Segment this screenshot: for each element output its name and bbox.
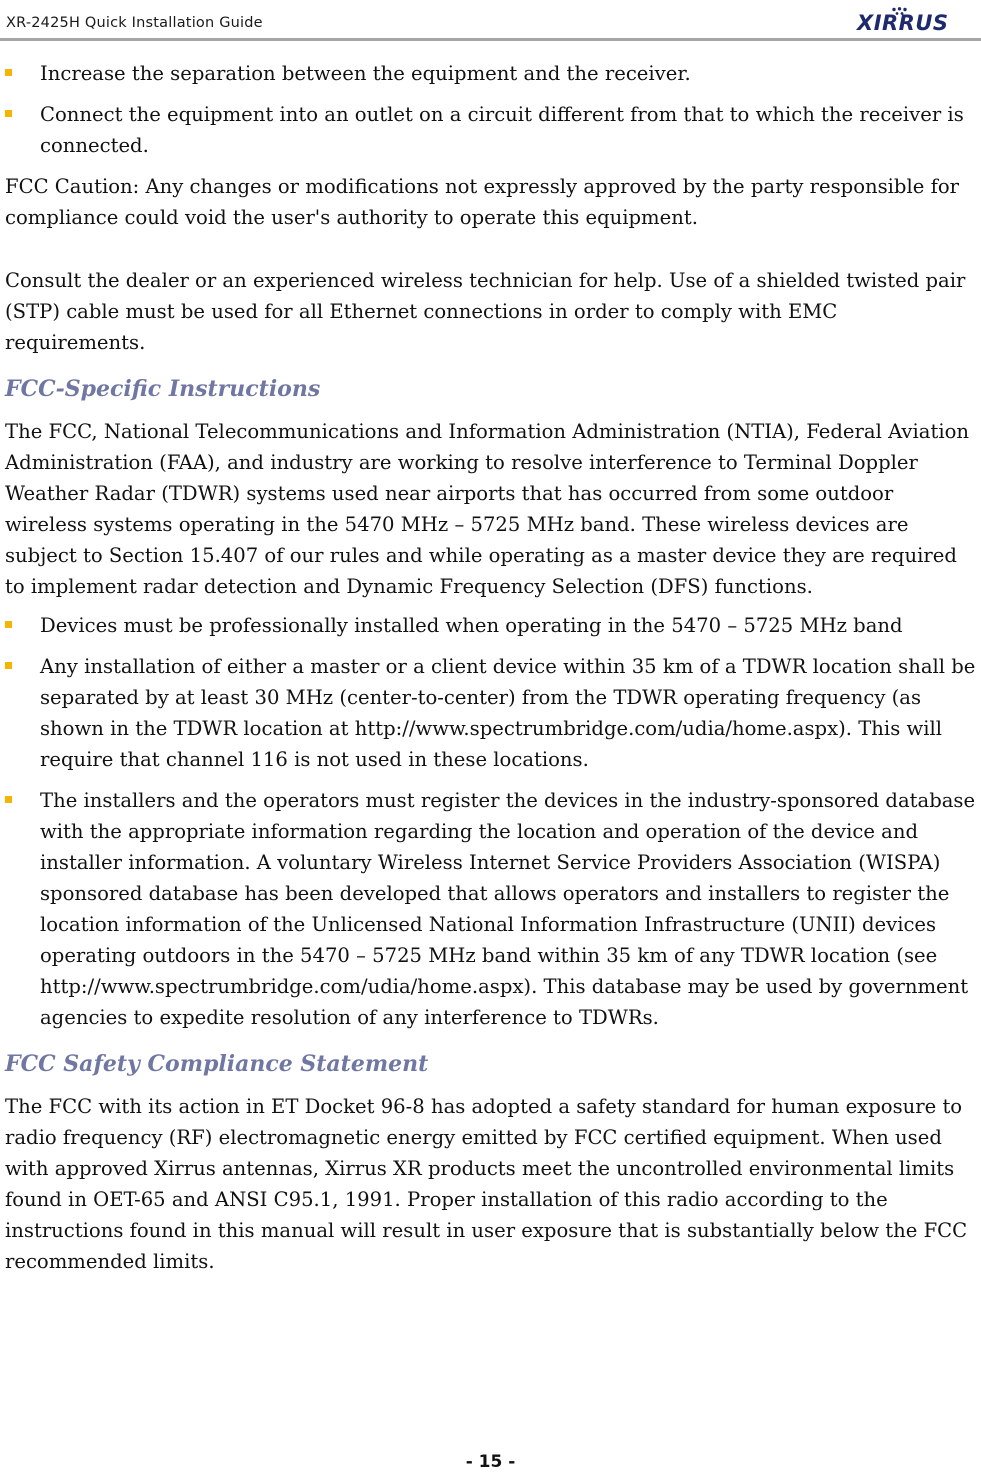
logo-wordmark: XIRRUS: [857, 11, 949, 32]
fcc-caution-paragraph: FCC Caution: Any changes or modifications not expressly approved by the party responsible for compliance could void the user's authority to operate this equipment.: [5, 175, 959, 229]
fcc-safety-paragraph: The FCC with its action in ET Docket 96-8 has adopted a safety standard for human exposure to radio frequency (RF) electromagnetic energy emitted by FCC certified equipment. When used with approved Xirrus antennas, Xirrus XR products meet the uncontrolled environmental limits found in OET-65 and ANSI C95.1, 1991. Proper installation of this radio according to the instructions found in this manual will result in user exposure that is substantially below the FCC recommended limits.: [5, 1095, 968, 1273]
page-content: [5, 58, 977, 1287]
bullet-square-icon: [5, 796, 12, 803]
list-item: [5, 58, 977, 89]
bullet-square-icon: [5, 662, 12, 669]
list-item-text: The installers and the operators must register the devices in the industry-sponsored database with the appropriate information regarding the location and operation of the device and installer information. A voluntary Wireless Internet Service Providers Association (WISPA) sponsored database has been developed that allows operators and installers to register the location information of the Unlicensed National Information Infrastructure (UNII) devices operating outdoors in the 5470 – 5725 MHz band within 35 km of any TDWR location (see http://www.spectrumbridge.com/udia/home.aspx). This database may be used by government agencies to expedite resolution of any interference to TDWRs.: [40, 789, 976, 1029]
bullet-square-icon: [5, 110, 12, 117]
list-item: [5, 610, 977, 641]
list-item-text: Increase the separation between the equipment and the receiver.: [40, 62, 691, 85]
list-item: [5, 651, 977, 775]
page-number: - 15 -: [465, 1452, 516, 1472]
header-divider: [0, 38, 981, 41]
xirrus-logo: [855, 6, 977, 32]
bullet-square-icon: [5, 621, 12, 628]
section-heading-fcc-specific: FCC-Specific Instructions: [5, 376, 321, 402]
section-heading-fcc-safety: FCC Safety Compliance Statement: [5, 1051, 429, 1077]
list-item-text: Devices must be professionally installed when operating in the 5470 – 5725 MHz band: [40, 614, 903, 637]
list-item: [5, 785, 977, 1033]
list-item-text: Any installation of either a master or a client device within 35 km of a TDWR location shall be separated by at least 30 MHz (center-to-center) from the TDWR operating frequency (as shown in the TDWR location at http://www.spectrumbridge.com/udia/home.aspx). This will require that channel 116 is not used in these locations.: [40, 655, 976, 771]
page-header: [0, 0, 981, 40]
bullet-square-icon: [5, 69, 12, 76]
consult-paragraph: Consult the dealer or an experienced wireless technician for help. Use of a shielded twisted pair (STP) cable must be used for all Ethernet connections in order to comply with EMC requirements.: [5, 269, 966, 354]
list-item-text: Connect the equipment into an outlet on a circuit different from that to which the receiver is connected.: [40, 103, 964, 157]
document-title: XR-2425H Quick Installation Guide: [6, 15, 263, 31]
paragraph-spacer: [5, 243, 977, 265]
fcc-specific-intro: The FCC, National Telecommunications and Information Administration (NTIA), Federal Aviation Administration (FAA), and industry are working to resolve interference to Terminal Doppler Weather Radar (TDWR) systems used near airports that has occurred from some outdoor wireless systems operating in the 5470 MHz – 5725 MHz band. These wireless devices are subject to Section 15.407 of our rules and while operating as a master device they are required to implement radar detection and Dynamic Frequency Selection (DFS) functions.: [5, 420, 969, 598]
list-item: [5, 99, 977, 161]
